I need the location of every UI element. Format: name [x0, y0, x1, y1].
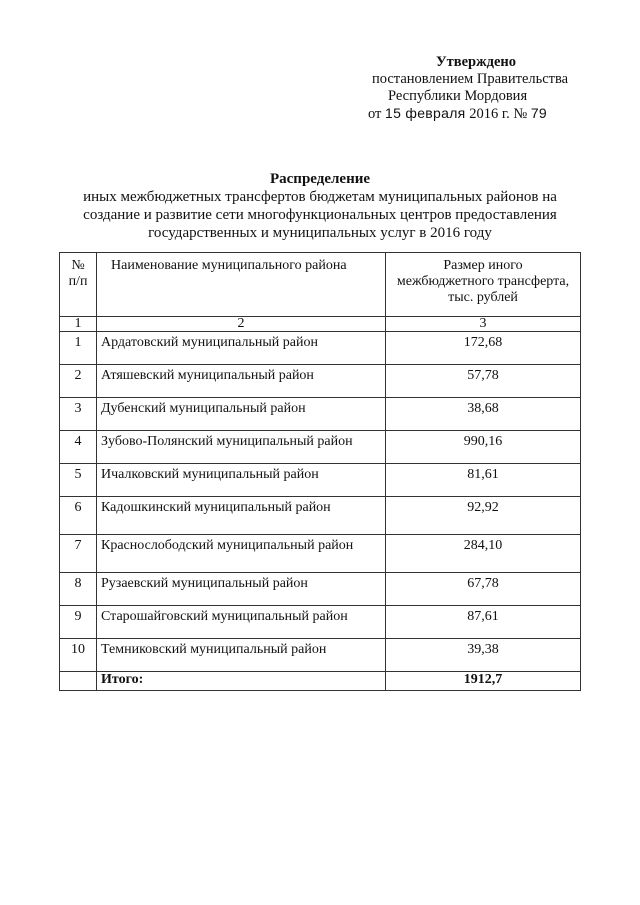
table-row	[60, 431, 581, 464]
table-row	[60, 606, 581, 639]
table-header-row	[60, 253, 581, 317]
row-num: 7	[60, 535, 97, 573]
row-value: 67,78	[386, 573, 581, 606]
row-num: 9	[60, 606, 97, 639]
index-cell: 3	[386, 317, 581, 332]
title-line-1: иных межбюджетных трансфертов бюджетам муниципальных районов на	[83, 189, 557, 205]
row-name: Темниковский муниципальный район	[97, 639, 386, 672]
row-value: 284,10	[386, 535, 581, 573]
row-name: Краснослободский муниципальный район	[97, 535, 386, 573]
header-num-line-1: №	[71, 258, 85, 273]
header-num-line-2: п/п	[68, 274, 88, 289]
row-name: Атяшевский муниципальный район	[97, 365, 386, 398]
row-value: 57,78	[386, 365, 581, 398]
row-value: 172,68	[386, 332, 581, 365]
index-row	[60, 317, 581, 332]
header-value-line-1: Размер иного	[443, 258, 523, 273]
header-name	[97, 253, 386, 317]
table-row	[60, 332, 581, 365]
row-name: Дубенский муниципальный район	[97, 398, 386, 431]
title-line-2: создание и развитие сети многофункциональных центров предоставления	[83, 207, 557, 223]
row-num: 3	[60, 398, 97, 431]
row-value: 39,38	[386, 639, 581, 672]
table-row	[60, 639, 581, 672]
row-name: Старошайговский муниципальный район	[97, 606, 386, 639]
row-value: 38,68	[386, 398, 581, 431]
index-cell: 1	[60, 317, 97, 332]
row-num: 10	[60, 639, 97, 672]
table-row	[60, 398, 581, 431]
row-num: 2	[60, 365, 97, 398]
table-row	[60, 365, 581, 398]
row-name: Ичалковский муниципальный район	[97, 464, 386, 497]
approval-date-line	[368, 105, 610, 123]
title-line-3: государственных и муниципальных услуг в 2016 году	[148, 225, 492, 241]
document-title	[0, 170, 640, 242]
header-value-line-3: тыс. рублей	[448, 290, 518, 305]
table-row	[60, 535, 581, 573]
header-value	[386, 253, 581, 317]
table-row	[60, 464, 581, 497]
title-heading: Распределение	[269, 171, 371, 187]
row-value: 81,61	[386, 464, 581, 497]
approval-date: 15 февраля	[385, 105, 466, 121]
table-row	[60, 497, 581, 535]
header-num	[60, 253, 97, 317]
row-name: Зубово-Полянский муниципальный район	[97, 431, 386, 464]
approval-year: 2016 г. №	[469, 106, 528, 122]
row-name: Ардатовский муниципальный район	[97, 332, 386, 365]
row-num: 1	[60, 332, 97, 365]
header-name-text: Наименование муниципального района	[111, 258, 347, 273]
distribution-table	[59, 252, 581, 691]
row-value: 87,61	[386, 606, 581, 639]
total-row	[60, 672, 581, 691]
approval-from: от	[368, 106, 382, 122]
header-value-line-2: межбюджетного трансферта,	[396, 274, 570, 289]
row-num: 8	[60, 573, 97, 606]
table-row	[60, 573, 581, 606]
index-cell: 2	[97, 317, 386, 332]
approval-line-2: Республики Мордовия	[388, 88, 528, 104]
total-label: Итого:	[97, 672, 386, 691]
row-num: 5	[60, 464, 97, 497]
approval-block	[340, 54, 610, 123]
approval-title: Утверждено	[436, 54, 516, 70]
row-value: 92,92	[386, 497, 581, 535]
approval-number: 79	[530, 105, 548, 121]
row-name: Кадошкинский муниципальный район	[97, 497, 386, 535]
total-value: 1912,7	[386, 672, 581, 691]
row-name: Рузаевский муниципальный район	[97, 573, 386, 606]
row-num: 4	[60, 431, 97, 464]
row-value: 990,16	[386, 431, 581, 464]
total-num-empty	[60, 672, 97, 691]
approval-line-1: постановлением Правительства	[372, 71, 569, 87]
row-num: 6	[60, 497, 97, 535]
